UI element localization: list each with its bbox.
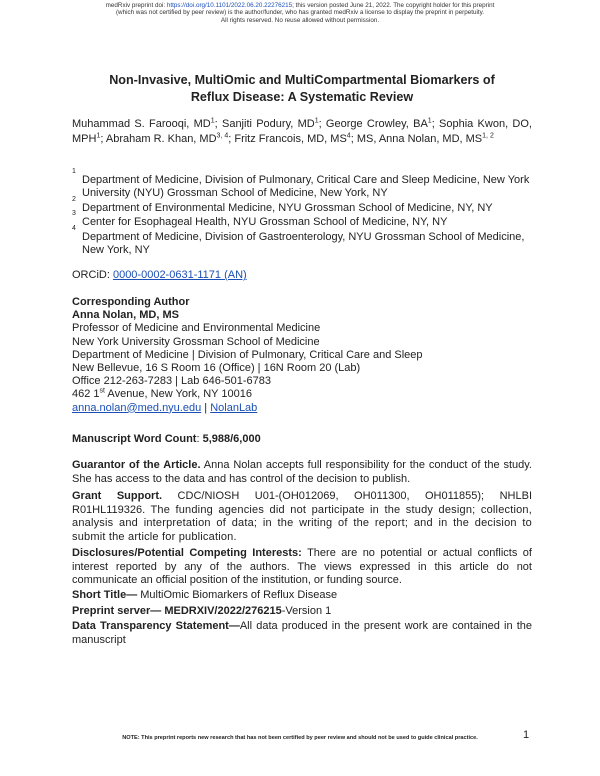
data-transparency: Data Transparency Statement—All data produced in the present work are contained in the manuscript	[72, 620, 532, 646]
corr-contact: anna.nolan@med.nyu.edu | NolanLab	[72, 401, 258, 414]
page-number: 1	[523, 729, 530, 741]
preprint-header	[0, 2, 600, 24]
affiliation-item: 3 Center for Esophageal Health, NYU Grossman School of Medicine, NY, NY	[72, 210, 448, 229]
affiliation-item: 1 Department of Medicine, Division of Pulmonary, Critical Care and Sleep Medicine, New York University (NYU) Grossman School of Medicine, New York, NY	[72, 168, 530, 200]
author-list	[72, 117, 532, 147]
guarantor-paragraph: Guarantor of the Article. Anna Nolan accepts full responsibility for the conduct of the study. She has access to the data and has control of the decision to publish.	[72, 459, 532, 485]
paper-title: Non-Invasive, MultiOmic and MultiCompartmental Biomarkers of Reflux Disease: A Systematic Review	[109, 73, 495, 104]
preprint-server: Preprint server— MEDRXIV/2022/276215-Version 1	[72, 605, 332, 617]
author: Sanjiti Podury, $MD^1$;	[221, 117, 326, 130]
corresponding-name: Anna Nolan, MD, MS	[72, 309, 179, 322]
author: George Crowley, $BA^1$;	[325, 117, 440, 130]
header-line-3: All rights reserved. No reuse allowed without permission.	[220, 16, 380, 24]
disclosures-paragraph: Disclosures/Potential Competing Interests: There are no potential or actual conflicts of interest reported by any of the authors. The views expressed in this article do not communicate an official position of the institution, or funding source.	[72, 547, 532, 586]
corr-address: 462 1st Avenue, New York, NY 10016	[72, 387, 252, 401]
corr-line: New York University Grossman School of Medicine	[72, 335, 320, 348]
affiliation-list	[72, 168, 532, 259]
corr-line: Department of Medicine | Division of Pulmonary, Critical Care and Sleep	[72, 348, 423, 361]
corresponding-author-block	[72, 296, 532, 415]
author: Anna Nolan, MD, MS$^{1, 2}$	[378, 132, 494, 145]
corr-line: New Bellevue, 16 S Room 16 (Office) | 16N Room 20 (Lab)	[72, 362, 361, 375]
corr-line: Office 212-263-7283 | Lab 646-501-6783	[72, 375, 271, 388]
nolanlab-link[interactable]: NolanLab	[210, 401, 258, 414]
affiliation-item: 2 Department of Environmental Medicine, NYU Grossman School of Medicine, NY, NY	[72, 195, 493, 214]
corresponding-heading: Corresponding Author	[72, 296, 190, 308]
corr-line: Professor of Medicine and Environmental Medicine	[72, 322, 321, 335]
orcid-link[interactable]: 0000-0002-0631-1171 (AN)	[112, 269, 247, 281]
word-count: Manuscript Word Count: 5,988/6,000	[72, 433, 261, 445]
doi-link[interactable]: https://doi.org/10.1101/2022.06.20.22276215	[166, 2, 293, 9]
affiliation-item: 4 Department of Medicine, Division of Gastroenterology, NYU Grossman School of Medicine, New York, NY	[72, 224, 525, 257]
author: Abraham R. Khan, MD$^{3, 4}$;	[105, 132, 235, 145]
grant-paragraph: Grant Support. CDC/NIOSH U01-(OH012069, OH011300, OH011855); NHLBI R01HL119326. The funding agencies did not participate in the study design; collection, analysis and interpretation of data; in the writing of the report; and in the decision to submit the article for publication.	[72, 490, 533, 543]
author: Muhammad S. Farooqi, $MD^1$;	[72, 117, 222, 130]
email-link[interactable]: anna.nolan@med.nyu.edu	[72, 401, 202, 414]
author: Sophia Kwon, DO, MPH$^1$;	[72, 118, 532, 145]
orcid-line: ORCiD: 0000-0002-0631-1171 (AN)	[72, 269, 247, 281]
preprint-footer-note: NOTE: This preprint reports new research that has not been certified by peer review and should not be used to guide clinical practice.	[122, 735, 478, 741]
header-line-2: (which was not certified by peer review) is the author/funder, who has granted medRxiv a license to display the preprint in perpetuity.	[115, 9, 485, 17]
header-line-1: medRxiv preprint doi: https://doi.org/10.1101/2022.06.20.22276215; this version posted June 21, 2022. The copyright holder for this preprint	[105, 2, 495, 9]
author: Fritz Francois, MD, $MS^4$; MS,	[234, 132, 379, 145]
short-title: Short Title— MultiOmic Biomarkers of Reflux Disease	[72, 589, 338, 601]
